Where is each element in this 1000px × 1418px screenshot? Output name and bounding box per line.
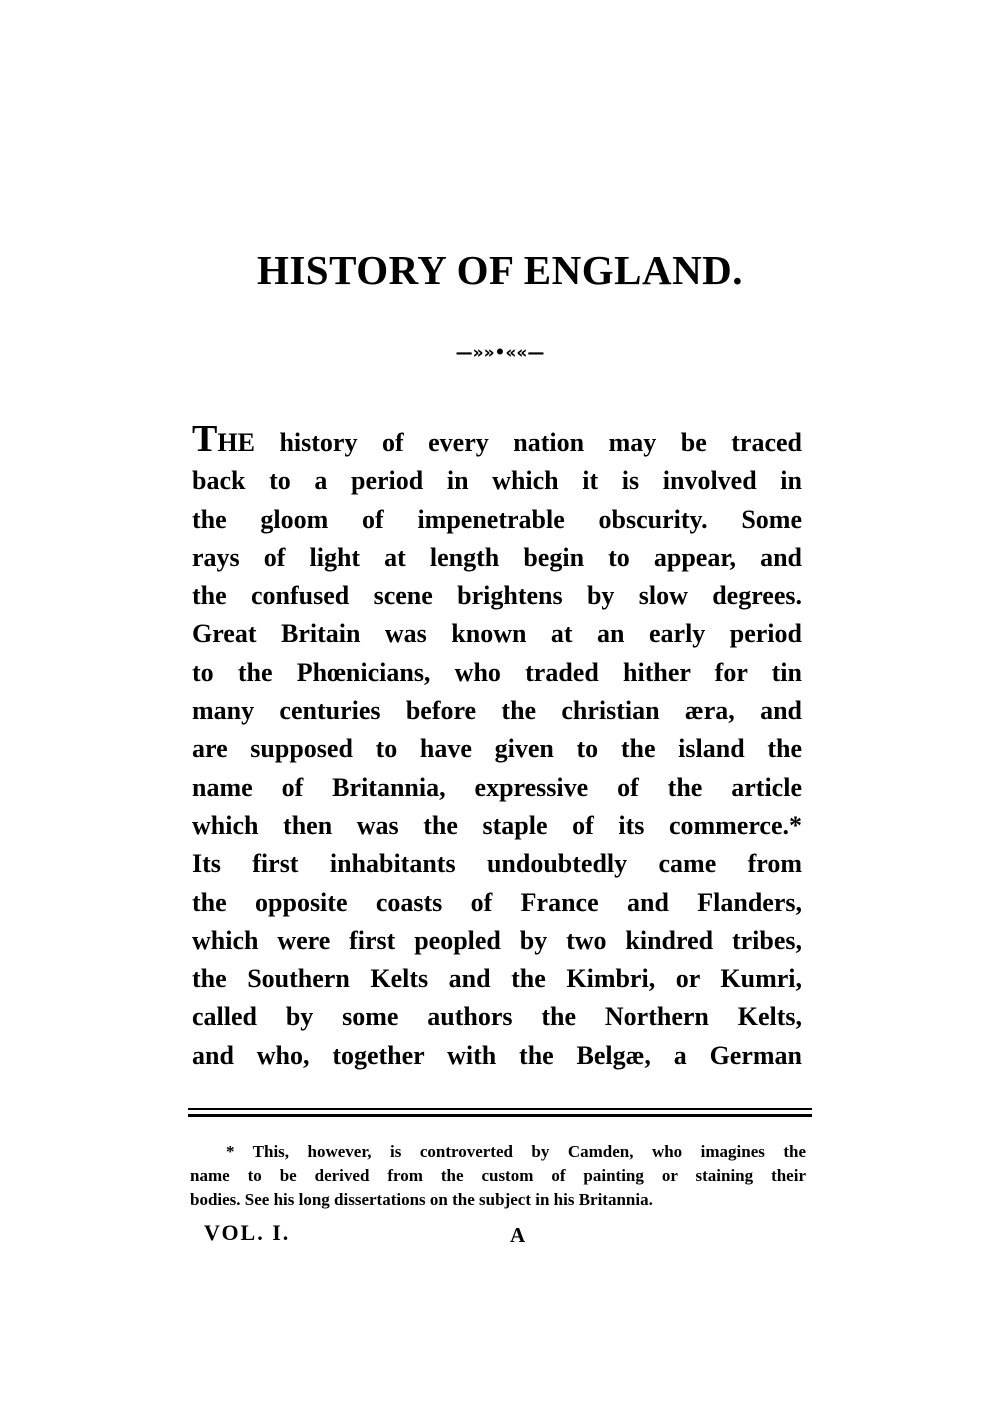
text-line: the gloom of impenetrable obscurity. Some	[192, 504, 802, 534]
footnote-line: name to be derived from the custom of painting or staining their	[190, 1166, 806, 1185]
text-line: called by some authors the Northern Kelts,	[192, 1002, 802, 1032]
body-text	[192, 418, 802, 1075]
text-line: many centuries before the christian æra, and	[192, 696, 802, 726]
text-line: to the Phœnicians, who traded hither for tin	[192, 657, 802, 687]
text-line: Great Britain was known at an early period	[192, 619, 802, 649]
text-line: the confused scene brightens by slow degrees.	[192, 581, 802, 611]
text-line: which then was the staple of its commerce.*	[192, 810, 802, 840]
volume-signature: VOL. I.	[204, 1220, 291, 1245]
signature-mark: A	[510, 1223, 526, 1247]
text-line: back to a period in which it is involved in	[192, 466, 802, 496]
footnote-rule	[188, 1108, 812, 1117]
footnote	[190, 1140, 806, 1212]
text-line: the Southern Kelts and the Kimbri, or Kumri,	[192, 964, 802, 994]
text-line	[192, 418, 802, 462]
drop-cap: T	[192, 418, 218, 460]
text-line: which were first peopled by two kindred tribes,	[192, 925, 802, 955]
text-line: and who, together with the Belgæ, a German	[192, 1040, 802, 1070]
footnote-line: * This, however, is controverted by Camden, who imagines the	[226, 1142, 806, 1161]
text-line: are supposed to have given to the island the	[192, 734, 802, 764]
text-line: Its first inhabitants undoubtedly came from	[192, 849, 802, 879]
text-line-content: HE history of every nation may be traced	[217, 428, 802, 457]
text-line: name of Britannia, expressive of the article	[192, 772, 802, 802]
title-ornament: —»»•««—	[455, 343, 545, 363]
text-line: rays of light at length begin to appear, and	[192, 542, 802, 572]
footnote-line: bodies. See his long dissertations on the subject in his Britannia.	[190, 1190, 653, 1209]
text-line: the opposite coasts of France and Flanders,	[192, 887, 802, 917]
page-title: HISTORY OF ENGLAND.	[256, 247, 744, 293]
